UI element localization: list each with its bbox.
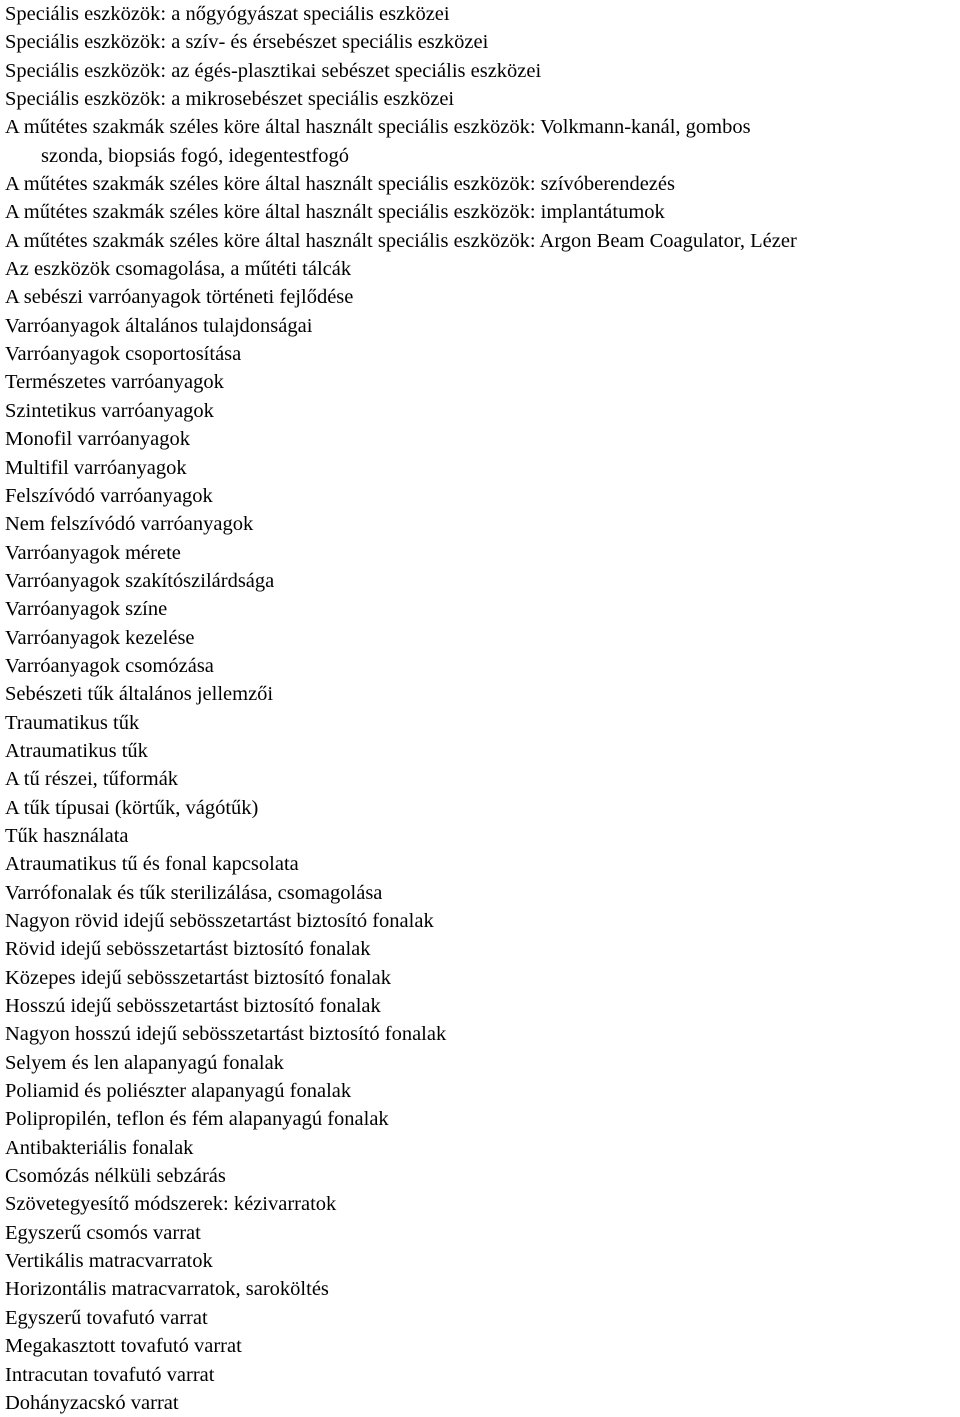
text-line: Speciális eszközök: a mikrosebészet speciális eszközei (5, 88, 455, 111)
text-line: Rövid idejű sebösszetartást biztosító fonalak (5, 938, 371, 961)
text-line: Atraumatikus tű és fonal kapcsolata (5, 853, 299, 876)
text-line: Varróanyagok csoportosítása (5, 343, 242, 366)
text-line: Sebészeti tűk általános jellemzői (5, 683, 274, 706)
text-line: Egyszerű csomós varrat (5, 1221, 201, 1244)
text-line: Varróanyagok csomózása (5, 654, 214, 677)
text-line: A tű részei, tűformák (5, 768, 179, 791)
text-line: Természetes varróanyagok (5, 371, 224, 394)
text-line: A műtétes szakmák széles köre által használt speciális eszközök: implantátumok (5, 201, 665, 224)
text-line: Csomózás nélküli sebzárás (5, 1165, 226, 1188)
text-line: Közepes idejű sebösszetartást biztosító fonalak (5, 966, 391, 989)
text-line: Szintetikus varróanyagok (5, 399, 214, 422)
text-line: Atraumatikus tűk (5, 739, 148, 762)
text-line: Vertikális matracvarratok (5, 1250, 213, 1273)
text-line: Traumatikus tűk (5, 711, 140, 734)
text-line: Antibakteriális fonalak (5, 1136, 194, 1159)
text-line: Felszívódó varróanyagok (5, 484, 213, 507)
text-line: Speciális eszközök: a nőgyógyászat speciális eszközei (5, 3, 450, 25)
text-line: Polipropilén, teflon és fém alapanyagú fonalak (5, 1108, 389, 1131)
text-line: Az eszközök csomagolása, a műtéti tálcák (5, 258, 352, 281)
text-line: Selyem és len alapanyagú fonalak (5, 1051, 284, 1074)
text-line: Intracutan tovafutó varrat (5, 1363, 215, 1386)
text-line: Poliamid és poliészter alapanyagú fonalak (5, 1080, 352, 1103)
text-line: A műtétes szakmák széles köre által használt speciális eszközök: Argon Beam Coagulator, Lézer (5, 229, 797, 252)
text-line: Speciális eszközök: az égés-plasztikai sebészet speciális eszközei (5, 59, 542, 82)
text-line: Varróanyagok általános tulajdonságai (5, 314, 313, 337)
text-line: Hosszú idejű sebösszetartást biztosító fonalak (5, 995, 381, 1018)
text-line: Tűk használata (5, 824, 129, 847)
text-line: A sebészi varróanyagok történeti fejlődése (5, 286, 354, 309)
text-line: Megakasztott tovafutó varrat (5, 1335, 242, 1358)
text-line-continuation: szonda, biopsiás fogó, idegentestfogó (41, 144, 350, 167)
text-line: Varróanyagok kezelése (5, 626, 195, 649)
text-line: Nem felszívódó varróanyagok (5, 513, 254, 536)
text-line: Monofil varróanyagok (5, 428, 191, 451)
text-line: Nagyon hosszú idejű sebösszetartást biztosító fonalak (5, 1023, 447, 1046)
text-line: Multifil varróanyagok (5, 456, 187, 479)
text-line: Nagyon rövid idejű sebösszetartást biztosító fonalak (5, 910, 434, 932)
text-line: A műtétes szakmák széles köre által használt speciális eszközök: szívóberendezés (5, 173, 675, 196)
text-line: Horizontális matracvarratok, saroköltés (5, 1278, 329, 1301)
text-line: Speciális eszközök: a szív- és érsebészet speciális eszközei (5, 31, 489, 54)
text-line: Szövetegyesítő módszerek: kézivarratok (5, 1193, 337, 1216)
text-line: Varróanyagok szakítószilárdsága (5, 569, 275, 592)
text-line: Varrófonalak és tűk sterilizálása, csomagolása (5, 881, 383, 904)
text-line: A műtétes szakmák széles köre által használt speciális eszközök: Volkmann-kanál, gombos (5, 116, 751, 139)
text-line: Varróanyagok mérete (5, 541, 181, 564)
text-line: A tűk típusai (körtűk, vágótűk) (5, 796, 259, 819)
text-line: Dohányzacskó varrat (5, 1391, 179, 1414)
text-line: Egyszerű tovafutó varrat (5, 1306, 208, 1329)
text-line: Varróanyagok színe (5, 598, 168, 621)
